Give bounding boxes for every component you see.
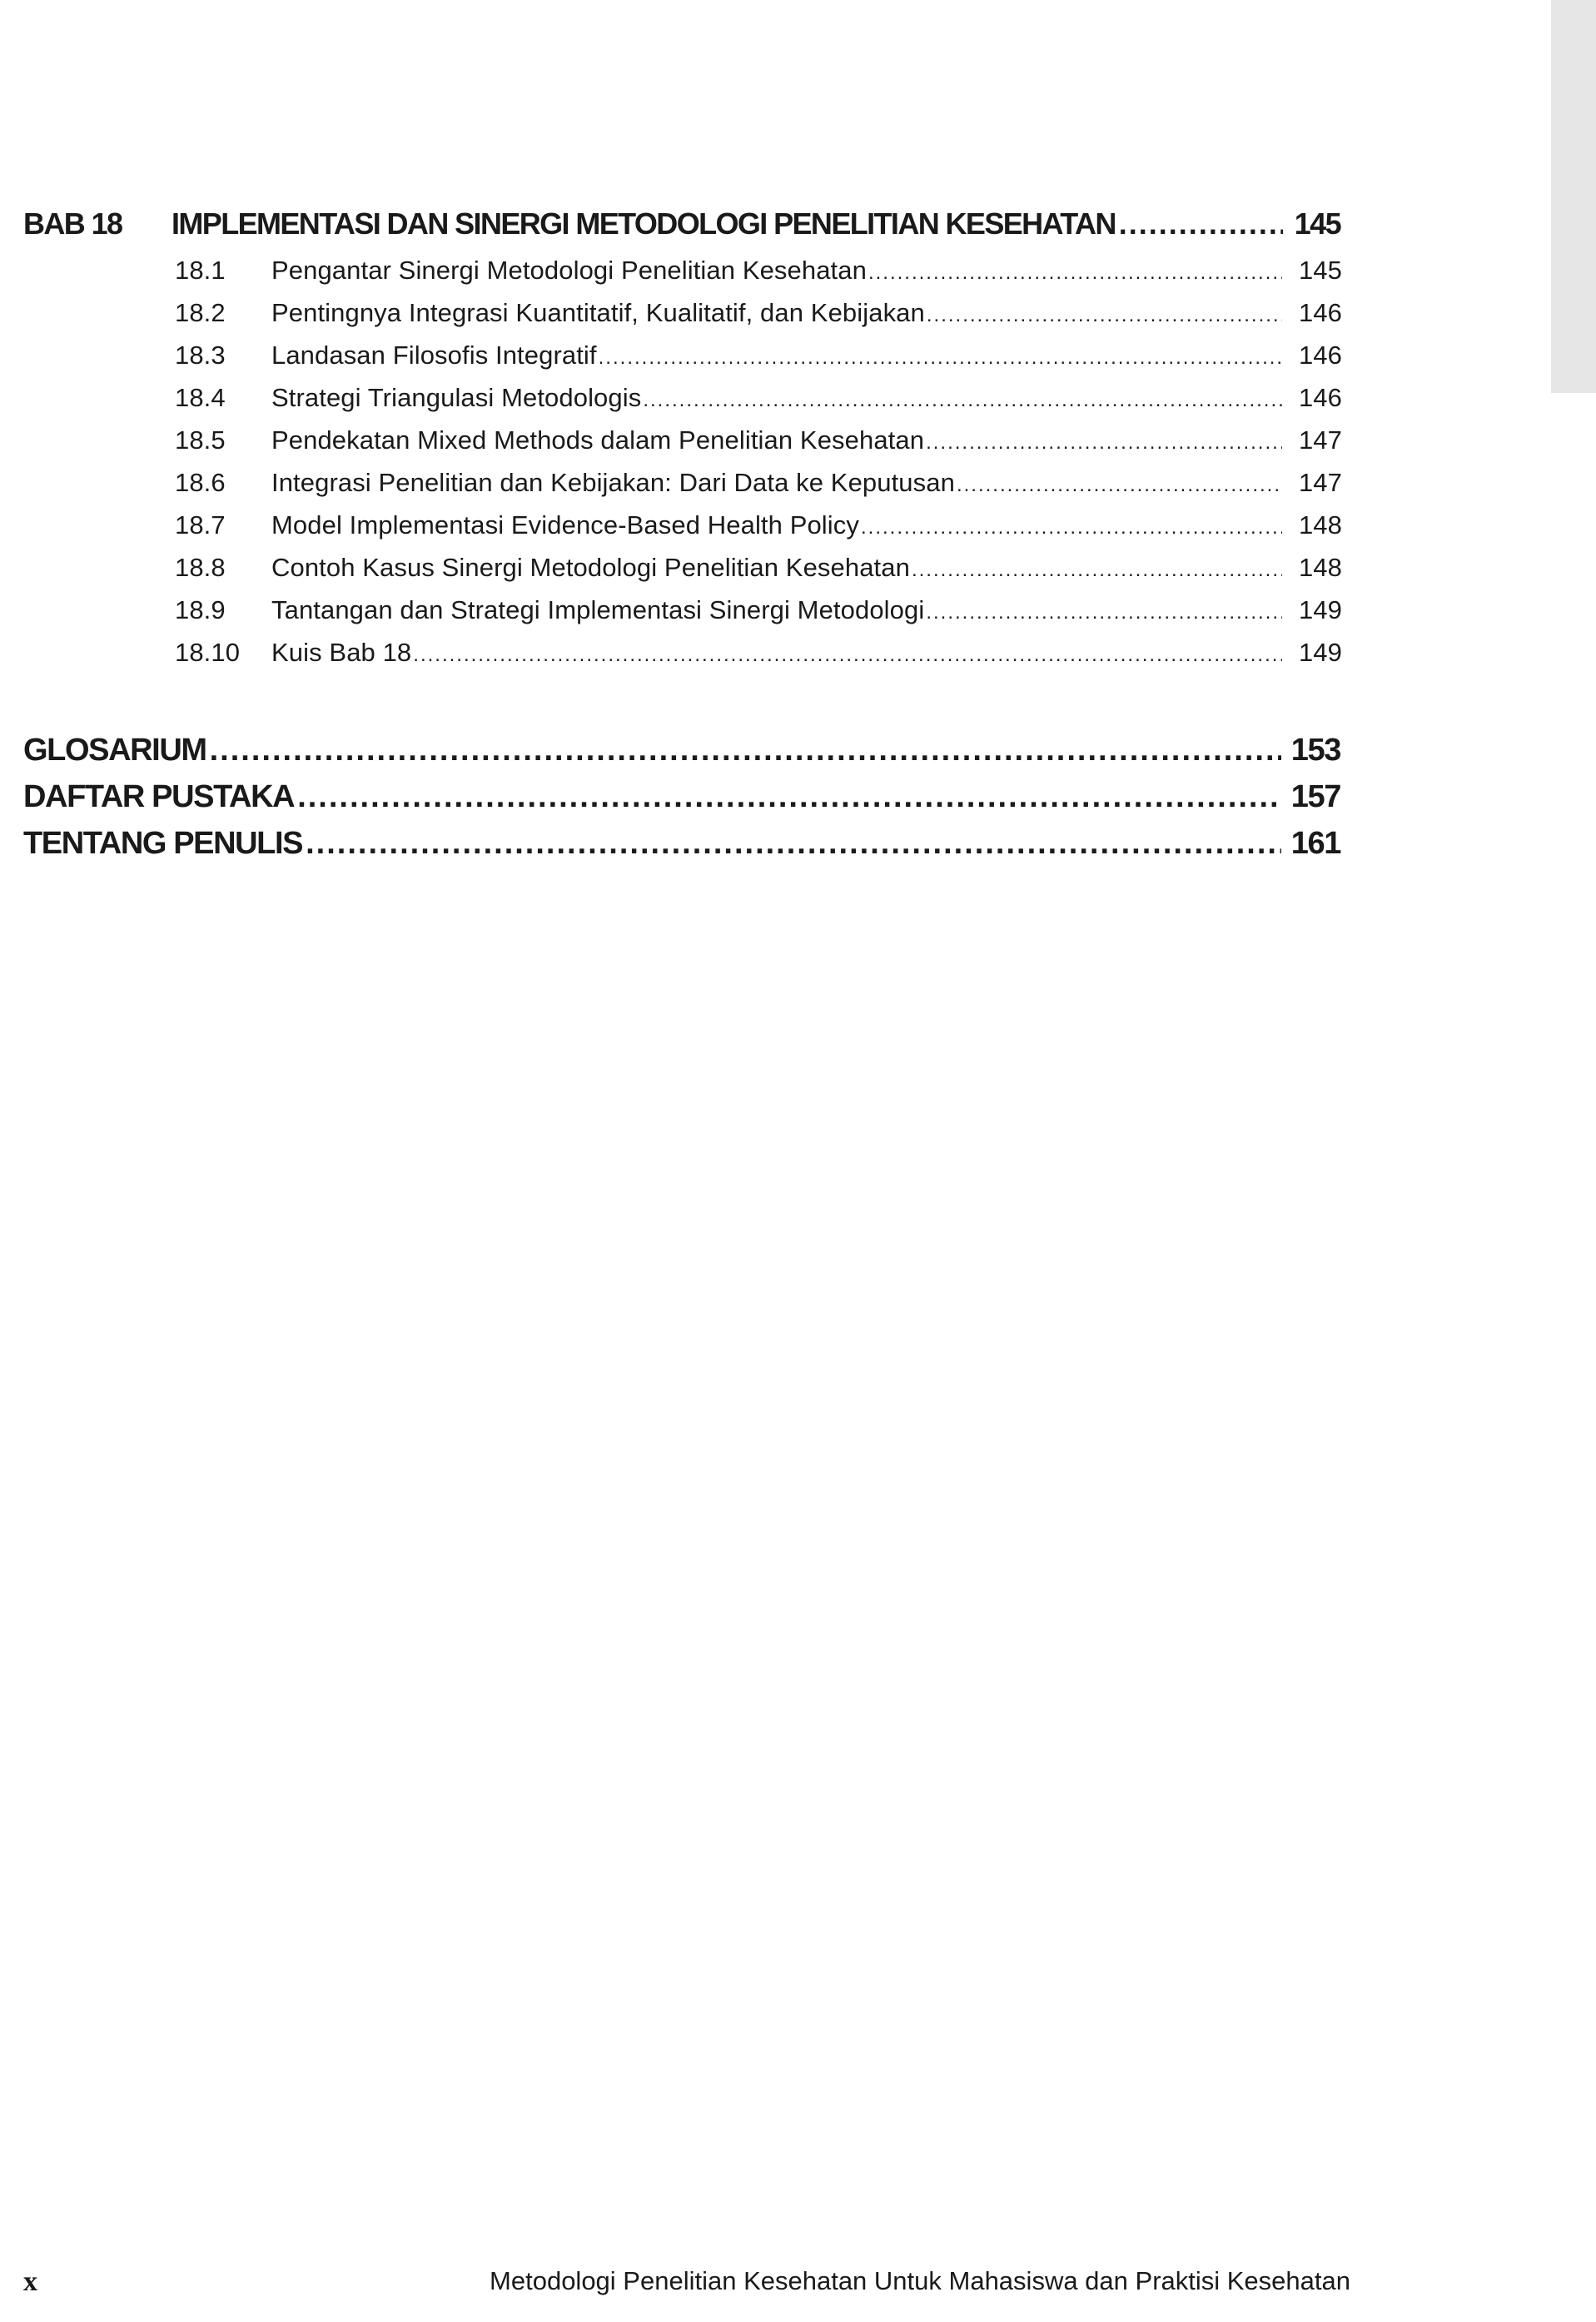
dot-leader: [306, 826, 1281, 862]
toc-daftar-pustaka[interactable]: [23, 779, 1340, 826]
dot-leader: [926, 431, 1282, 455]
section-page: 148: [1298, 510, 1342, 539]
dot-leader: [1119, 206, 1283, 241]
section-page: 149: [1298, 595, 1342, 624]
chapter-title: IMPLEMENTASI DAN SINERGI METODOLOGI PENELITIAN KESEHATAN: [172, 206, 1116, 241]
section-number: 18.2: [175, 298, 226, 327]
dot-leader: [297, 779, 1281, 815]
toc-chapter-18[interactable]: [23, 206, 1340, 253]
section-number: 18.5: [175, 425, 226, 455]
dot-leader: [210, 733, 1281, 768]
back-matter-page: 153: [1290, 733, 1340, 768]
back-matter-title: TENTANG PENULIS: [23, 826, 303, 861]
dot-leader: [912, 559, 1282, 582]
section-number: 18.8: [175, 553, 226, 582]
section-title: Pentingnya Integrasi Kuantitatif, Kualitatif, dan Kebijakan: [271, 298, 925, 327]
section-page: 146: [1298, 383, 1342, 412]
section-number: 18.9: [175, 595, 226, 624]
section-page: 146: [1298, 298, 1342, 327]
toc-glosarium[interactable]: [23, 733, 1340, 779]
section-title: Kuis Bab 18: [271, 638, 412, 667]
section-number: 18.1: [175, 256, 226, 285]
toc-section[interactable]: [175, 298, 1342, 340]
back-matter-title: GLOSARIUM: [23, 733, 206, 768]
back-matter-title: DAFTAR PUSTAKA: [23, 779, 295, 814]
section-title: Contoh Kasus Sinergi Metodologi Penelitian Kesehatan: [271, 553, 910, 582]
dot-leader: [927, 304, 1282, 327]
back-matter-page: 161: [1290, 826, 1340, 861]
toc-section[interactable]: [175, 595, 1342, 637]
section-number: 18.6: [175, 468, 226, 497]
toc-section[interactable]: [175, 638, 1342, 679]
section-title: Pendekatan Mixed Methods dalam Penelitian Kesehatan: [271, 425, 925, 455]
dot-leader: [868, 261, 1282, 285]
side-thumb-tab: [1551, 0, 1596, 393]
footer-book-title: Metodologi Penelitian Kesehatan Untuk Mahasiswa dan Praktisi Kesehatan: [490, 2266, 1350, 2295]
toc-section[interactable]: [175, 510, 1342, 552]
chapter-number: BAB 18: [23, 206, 122, 241]
section-page: 148: [1298, 553, 1342, 582]
toc-tentang-penulis[interactable]: [23, 826, 1340, 873]
section-number: 18.7: [175, 510, 226, 539]
section-number: 18.10: [175, 638, 241, 667]
toc-section[interactable]: [175, 553, 1342, 594]
dot-leader: [926, 601, 1282, 624]
section-title: Strategi Triangulasi Metodologis: [271, 383, 642, 412]
chapter-page: 145: [1294, 206, 1340, 241]
dot-leader: [957, 474, 1282, 497]
dot-leader: [861, 516, 1282, 539]
toc-section[interactable]: [175, 341, 1342, 382]
section-title: Tantangan dan Strategi Implementasi Sinergi Metodologi: [271, 595, 925, 624]
toc-section[interactable]: [175, 256, 1342, 297]
toc-section[interactable]: [175, 425, 1342, 467]
section-title: Model Implementasi Evidence-Based Health Policy: [271, 510, 859, 539]
section-title: Integrasi Penelitian dan Kebijakan: Dari Data ke Keputusan: [271, 468, 955, 497]
section-title: Pengantar Sinergi Metodologi Penelitian Kesehatan: [271, 256, 867, 285]
section-page: 149: [1298, 638, 1342, 667]
toc-section[interactable]: [175, 468, 1342, 510]
dot-leader: [599, 346, 1282, 370]
dot-leader: [413, 644, 1282, 667]
section-number: 18.4: [175, 383, 226, 412]
section-page: 147: [1298, 425, 1342, 455]
toc-section[interactable]: [175, 383, 1342, 425]
section-page: 146: [1298, 341, 1342, 370]
section-number: 18.3: [175, 341, 226, 370]
section-page: 147: [1298, 468, 1342, 497]
section-page: 145: [1298, 256, 1342, 285]
back-matter-page: 157: [1290, 779, 1340, 814]
footer-page-number: x: [23, 2266, 37, 2297]
section-title: Landasan Filosofis Integratif: [271, 341, 597, 370]
dot-leader: [643, 389, 1282, 412]
